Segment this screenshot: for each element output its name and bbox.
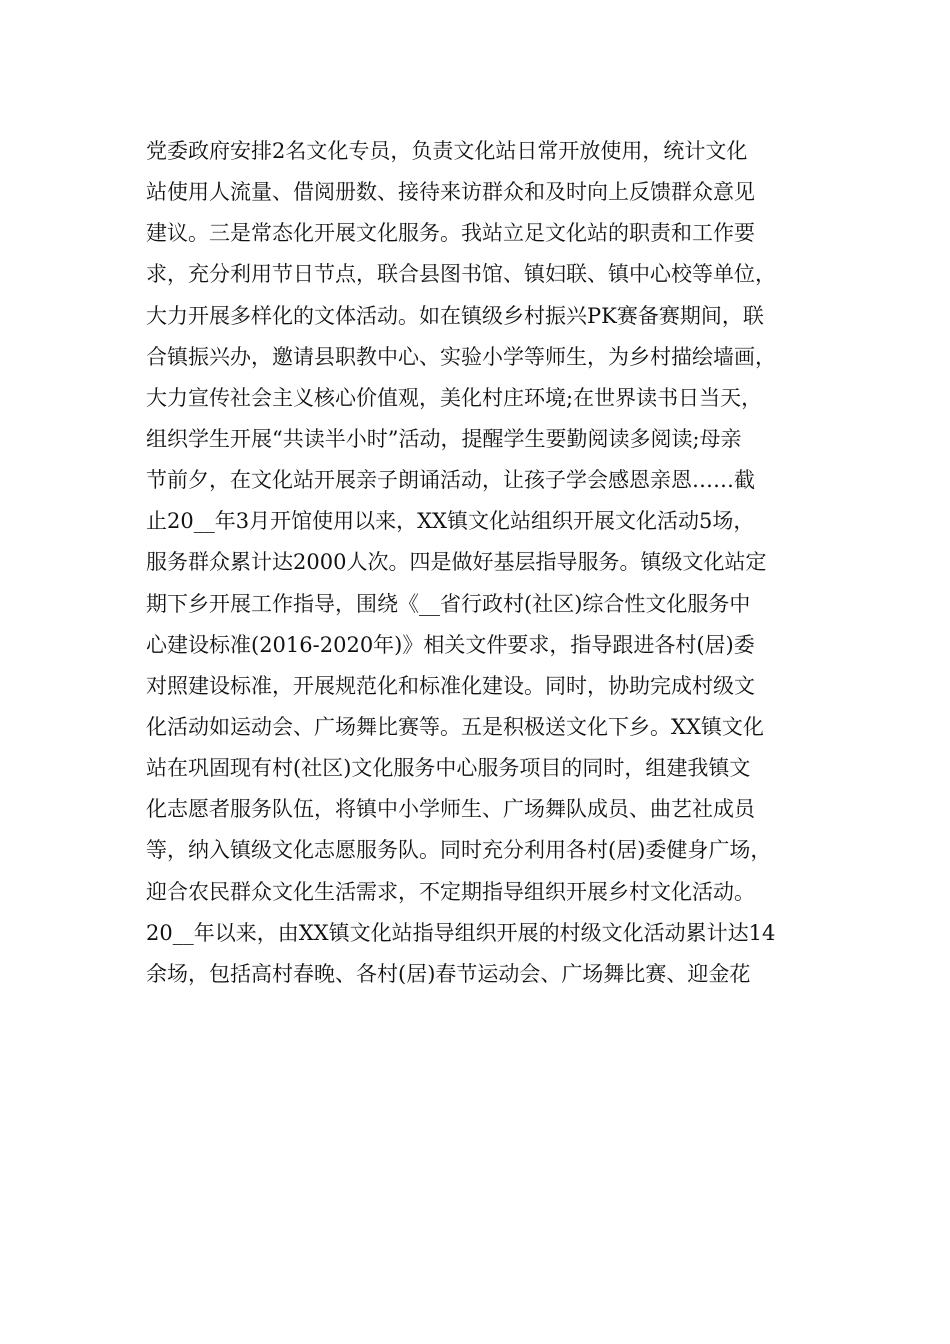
text-line: 对照建设标准，开展规范化和标准化建设。同时，协助完成村级文 [146, 673, 755, 698]
text-line: 迎合农民群众文化生活需求，不定期指导组织开展乡村文化活动。 [146, 879, 755, 904]
text-line: 止20__年3月开馆使用以来，XX镇文化站组织开展文化活动5场， [146, 509, 755, 534]
text-line: 党委政府安排2名文化专员，负责文化站日常开放使用，统计文化 [146, 139, 748, 163]
body-paragraph [146, 131, 810, 995]
text-line: 合镇振兴办，邀请县职教中心、实验小学等师生，为乡村描绘墙画， [146, 344, 776, 369]
text-line: 大力开展多样化的文体活动。如在镇级乡村振兴PK赛备赛期间，联 [146, 303, 764, 328]
text-line: 建议。三是常态化开展文化服务。我站立足文化站的职责和工作要 [146, 221, 755, 246]
text-line: 期下乡开展工作指导，围绕《__省行政村(社区)综合性文化服务中 [146, 591, 751, 616]
text-line: 站在巩固现有村(社区)文化服务中心服务项目的同时，组建我镇文 [146, 756, 751, 781]
text-line: 心建设标准(2016-2020年)》相关文件要求，指导跟进各村(居)委 [146, 632, 755, 657]
text-line: 化活动如运动会、广场舞比赛等。五是积极送文化下乡。XX镇文化 [146, 714, 764, 739]
text-line: 化志愿者服务队伍，将镇中小学师生、广场舞队成员、曲艺社成员 [146, 797, 755, 822]
text-line: 等，纳入镇级文化志愿服务队。同时充分利用各村(居)委健身广场， [146, 838, 772, 863]
text-line: 大力宣传社会主义核心价值观，美化村庄环境;在世界读书日当天， [146, 385, 763, 410]
text-line: 站使用人流量、借阅册数、接待来访群众和及时向上反馈群众意见 [146, 180, 755, 205]
text-line: 服务群众累计达2000人次。四是做好基层指导服务。镇级文化站定 [146, 550, 767, 575]
text-line: 求，充分利用节日节点，联合县图书馆、镇妇联、镇中心校等单位， [146, 262, 776, 287]
text-line: 组织学生开展“共读半小时”活动，提醒学生要勤阅读多阅读;母亲 [146, 426, 742, 451]
text-line: 余场，包括高村春晚、各村(居)春节运动会、广场舞比赛、迎金花 [146, 961, 751, 986]
text-line: 20__年以来，由XX镇文化站指导组织开展的村级文化活动累计达14 [146, 920, 776, 945]
text-line: 节前夕，在文化站开展亲子朗诵活动，让孩子学会感恩亲恩……截 [146, 468, 755, 493]
